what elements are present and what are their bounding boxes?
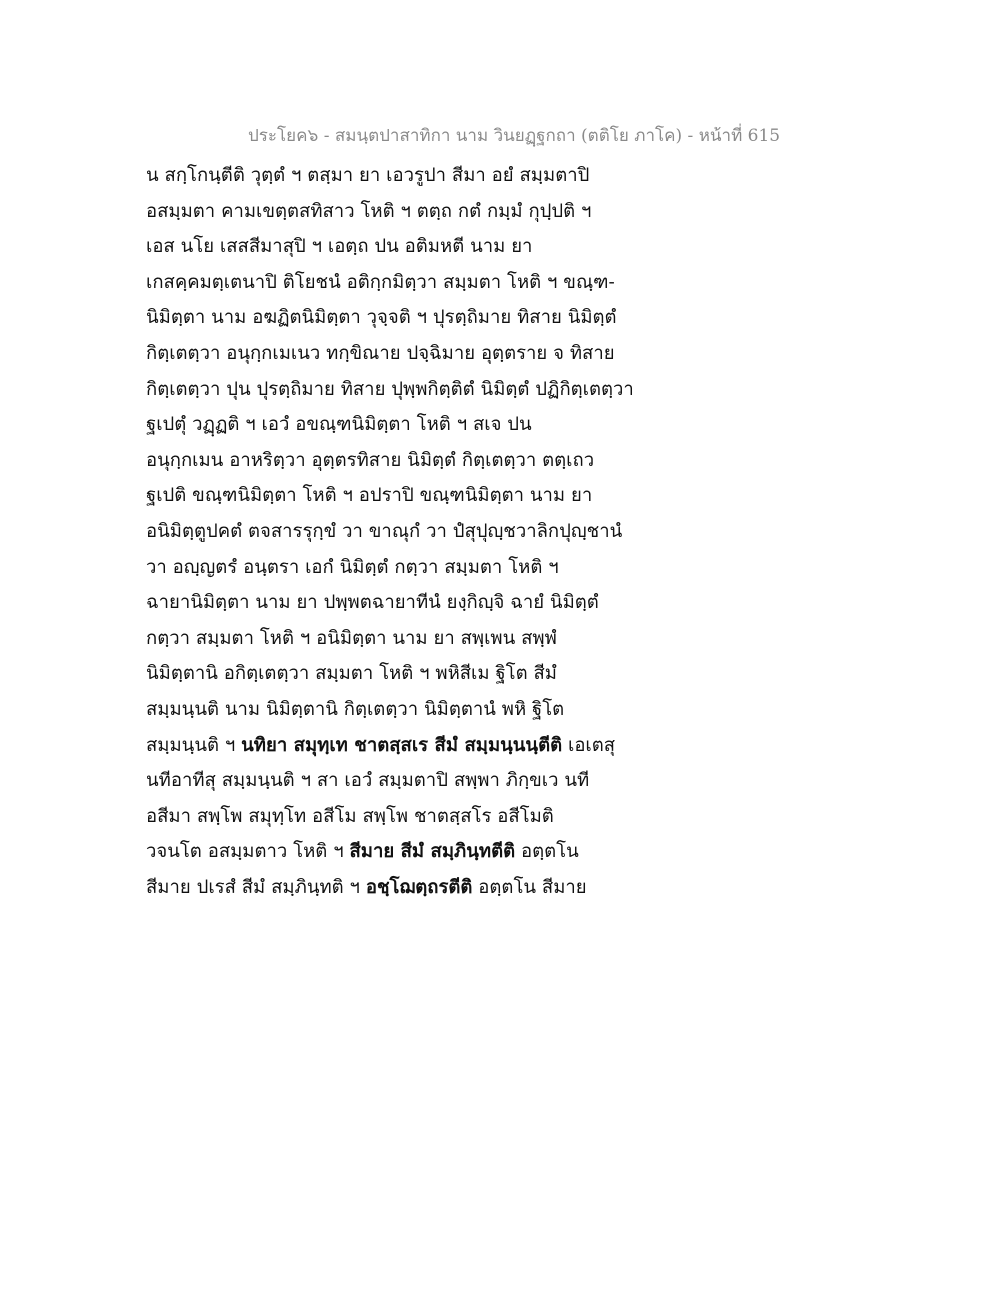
text-line (146, 336, 686, 372)
text-line (146, 728, 686, 764)
text-line (146, 763, 686, 799)
text-segment: อนิมิตฺตูปคตํ ตจสารรุกฺขํ วา ขาณุกํ วา ปํสุปุญฺชวาลิกปุญฺชานํ (146, 520, 623, 542)
text-segment: กิตฺเตตฺวา อนุกฺกเมเนว ทกฺขิณาย ปจฺฉิมาย อุตฺตราย จ ทิสาย (146, 342, 615, 364)
text-segment: อสมฺมตา คามเขตฺตสทิสาว โหติ ฯ ตตฺถ กตํ กมฺมํ กุปฺปติ ฯ (146, 200, 592, 222)
body-text (146, 158, 686, 905)
text-line (146, 834, 686, 870)
text-segment: ฉายานิมิตฺตา นาม ยา ปพฺพตฉายาทีนํ ยงฺกิญฺจิ ฉายํ นิมิตฺตํ (146, 592, 599, 614)
text-line (146, 158, 686, 194)
text-line (146, 478, 686, 514)
text-segment: กิตฺเตตฺวา ปุน ปุรตฺถิมาย ทิสาย ปุพฺพกิตฺติตํ นิมิตฺตํ ปฏิกิตฺเตตฺวา (146, 378, 634, 400)
text-segment: สมฺมนฺนติ ฯ (146, 734, 242, 756)
text-line (146, 799, 686, 835)
text-segment: ฐเปตุํ วฏฺฏติ ฯ เอวํ อขณฺฑนิมิตฺตา โหติ ฯ สเจ ปน (146, 414, 532, 436)
text-segment: นทีอาทีสุ สมฺมนฺนติ ฯ สา เอวํ สมฺมตาปิ สพฺพา ภิกฺขเว นที (146, 770, 590, 792)
text-segment: สมฺมนฺนติ นาม นิมิตฺตานิ กิตฺเตตฺวา นิมิตฺตานํ พหิ ฐิโต (146, 698, 565, 720)
bold-term: นทิยา สมุทฺเท ชาตสฺสเร สีมํ สมฺมนฺนนฺตีติ (241, 734, 563, 756)
text-segment: นิมิตฺตานิ อกิตฺเตตฺวา สมฺมตา โหติ ฯ พหิสีเม ฐิโต สีมํ (146, 663, 557, 685)
text-segment: น สกฺโกนฺตีติ วุตฺตํ ฯ ตสฺมา ยา เอวรูปา สีมา อยํ สมฺมตาปิ (146, 165, 590, 186)
text-segment: เอเตสุ (562, 734, 616, 756)
text-segment: วจนโต อสมฺมตาว โหติ ฯ (146, 841, 350, 863)
text-segment: เกสคฺคมตฺเตนาปิ ติโยชนํ อติกฺกมิตฺวา สมฺมตา โหติ ฯ ขณฺฑ- (146, 271, 615, 293)
text-line (146, 550, 686, 586)
text-segment: อนุกฺกเมน อาหริตฺวา อุตฺตรทิสาย นิมิตฺตํ กิตฺเตตฺวา ตตฺเถว (146, 449, 595, 471)
text-line (146, 443, 686, 479)
text-line (146, 194, 686, 230)
text-line (146, 372, 686, 408)
bold-term: อชฺโฌตฺถรตีติ (365, 876, 473, 898)
text-segment: ฐเปติ ขณฺฑนิมิตฺตา โหติ ฯ อปราปิ ขณฺฑนิมิตฺตา นาม ยา (146, 485, 593, 507)
text-segment: นิมิตฺตา นาม อฆฏิตนิมิตฺตา วุจฺจติ ฯ ปุรตฺถิมาย ทิสาย นิมิตฺตํ (146, 307, 617, 329)
text-segment: สีมาย ปเรสํ สีมํ สมฺภินฺทติ ฯ (146, 876, 366, 898)
text-line (146, 265, 686, 301)
text-line (146, 621, 686, 657)
bold-term: สีมาย สีมํ สมฺภินฺทตีติ (349, 841, 516, 863)
text-line (146, 229, 686, 265)
text-line (146, 585, 686, 621)
text-segment: อตฺตโน สีมาย (472, 876, 587, 898)
text-line (146, 514, 686, 550)
text-segment: อสีมา สพฺโพ สมุทฺโท อสีโม สพฺโพ ชาตสฺสโร อสีโมติ (146, 805, 554, 827)
page-header: ประโยค๖ - สมนฺตปาสาทิกา นาม วินยฏฺฐกถา (ตติโย ภาโค) - หน้าที่ 615 (248, 126, 781, 146)
text-segment: อตฺตโน (515, 841, 579, 863)
text-segment: เอส นโย เสสสีมาสุปิ ฯ เอตฺถ ปน อติมหตี นาม ยา (146, 236, 533, 258)
text-line (146, 870, 686, 906)
text-line (146, 300, 686, 336)
text-line (146, 407, 686, 443)
text-segment: กตฺวา สมฺมตา โหติ ฯ อนิมิตฺตา นาม ยา สพฺเพน สพฺพํ (146, 627, 557, 649)
text-line (146, 656, 686, 692)
text-segment: วา อญฺญตรํ อนฺตรา เอกํ นิมิตฺตํ กตฺวา สมฺมตา โหติ ฯ (146, 556, 559, 578)
text-line (146, 692, 686, 728)
